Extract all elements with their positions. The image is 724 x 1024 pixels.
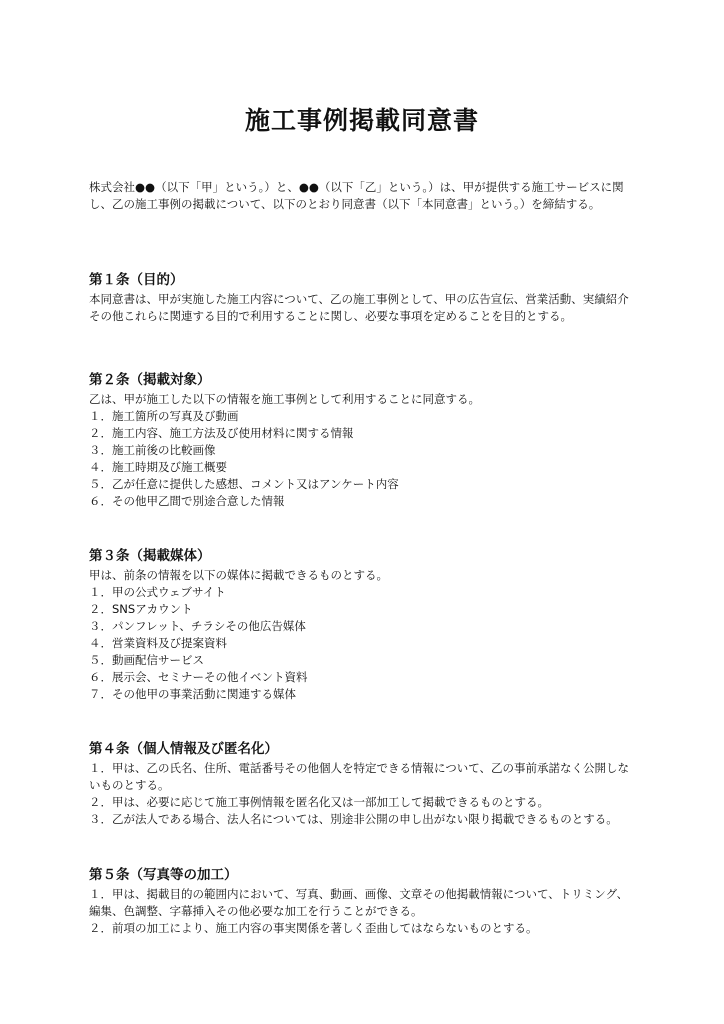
article-5-heading: 第５条（写真等の加工） bbox=[89, 867, 238, 883]
article-2 bbox=[89, 370, 649, 510]
article-2-heading: 第２条（掲載対象） bbox=[89, 372, 211, 388]
article-4 bbox=[89, 739, 649, 828]
list-item: ５．動画配信サービス bbox=[89, 653, 204, 667]
list-item: １．甲は、乙の氏名、住所、電話番号その他個人を特定できる情報について、乙の事前承諾なく公開しないものとする。 bbox=[89, 761, 630, 792]
article-1-heading: 第１条（目的） bbox=[89, 272, 184, 288]
list-item: ７．その他甲の事業活動に関連する媒体 bbox=[89, 687, 296, 701]
article-3-heading: 第３条（掲載媒体） bbox=[89, 548, 211, 564]
list-item: ５．乙が任意に提供した感想、コメント又はアンケート内容 bbox=[89, 477, 399, 491]
list-item: ３．施工前後の比較画像 bbox=[89, 443, 216, 457]
article-3-lead: 甲は、前条の情報を以下の媒体に掲載できるものとする。 bbox=[89, 568, 388, 582]
list-item: ４．営業資料及び提案資料 bbox=[89, 636, 227, 650]
list-item: ３．乙が法人である場合、法人名については、別途非公開の申し出がない限り掲載できるものとする。 bbox=[89, 812, 618, 826]
list-item: ２．施工内容、施工方法及び使用材料に関する情報 bbox=[89, 426, 354, 440]
list-item: １．甲は、掲載目的の範囲内において、写真、動画、画像、文章その他掲載情報について、トリミング、編集、色調整、字幕挿入その他必要な加工を行うことができる。 bbox=[89, 887, 629, 918]
list-item: ２．甲は、必要に応じて施工事例情報を匿名化又は一部加工して掲載できるものとする。 bbox=[89, 795, 549, 809]
article-5 bbox=[89, 865, 649, 937]
article-1 bbox=[89, 270, 649, 325]
list-item: ２．SNSアカウント bbox=[89, 602, 193, 616]
document-title: 施工事例掲載同意書 bbox=[244, 106, 479, 135]
intro-paragraph: 株式会社●●（以下「甲」という。）と、●●（以下「乙」という。）は、甲が提供する施工サービスに関し、乙の施工事例の掲載について、以下のとおり同意書（以下「本同意書」という。）を締結する。 bbox=[89, 180, 624, 211]
list-item: １．甲の公式ウェブサイト bbox=[89, 585, 226, 599]
article-4-heading: 第４条（個人情報及び匿名化） bbox=[89, 741, 278, 757]
list-item: １．施工箇所の写真及び動画 bbox=[89, 409, 239, 423]
list-item: ３．パンフレット、チラシその他広告媒体 bbox=[89, 619, 306, 633]
list-item: ６．展示会、セミナーその他イベント資料 bbox=[89, 670, 308, 684]
list-item: ４．施工時期及び施工概要 bbox=[89, 460, 227, 474]
list-item: ６．その他甲乙間で別途合意した情報 bbox=[89, 494, 285, 508]
article-1-body: 本同意書は、甲が実施した施工内容について、乙の施工事例として、甲の広告宣伝、営業活動、実績紹介その他これらに関連する目的で利用することに関し、必要な事項を定めることを目的とする。 bbox=[89, 292, 629, 323]
article-2-lead: 乙は、甲が施工した以下の情報を施工事例として利用することに同意する。 bbox=[89, 392, 480, 406]
list-item: ２．前項の加工により、施工内容の事実関係を著しく歪曲してはならないものとする。 bbox=[89, 921, 538, 935]
article-3 bbox=[89, 546, 649, 703]
